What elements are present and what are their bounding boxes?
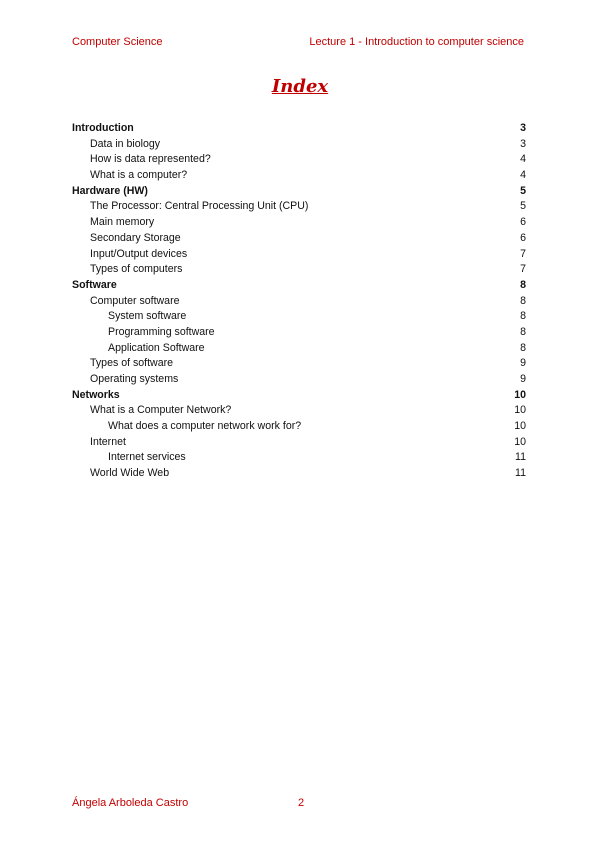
toc-entry-page: 8 bbox=[520, 294, 526, 307]
toc-entry-page: 4 bbox=[520, 153, 526, 166]
toc-entry-label: Input/Output devices bbox=[90, 247, 188, 260]
toc-entry[interactable] bbox=[72, 199, 526, 215]
toc-entry-label: Types of computers bbox=[90, 263, 183, 276]
toc-entry-label: Networks bbox=[72, 388, 120, 401]
toc-entry-label: Types of software bbox=[90, 357, 174, 370]
toc-entry-page: 10 bbox=[514, 435, 526, 448]
toc-entry[interactable] bbox=[72, 356, 526, 372]
toc-entry-label: What is a computer? bbox=[90, 169, 188, 182]
toc-entry[interactable] bbox=[72, 278, 526, 294]
toc-entry-page: 11 bbox=[515, 467, 526, 480]
toc-entry-label: System software bbox=[108, 310, 187, 323]
table-of-contents bbox=[72, 121, 526, 482]
toc-entry[interactable] bbox=[72, 168, 526, 184]
toc-entry-label: Hardware (HW) bbox=[72, 184, 148, 197]
footer-author: Ángela Arboleda Castro bbox=[72, 797, 189, 809]
toc-entry[interactable] bbox=[72, 309, 526, 325]
toc-entry-page: 10 bbox=[514, 420, 526, 433]
page-header bbox=[72, 36, 524, 50]
toc-entry[interactable] bbox=[72, 435, 526, 451]
toc-entry-label: World Wide Web bbox=[90, 467, 170, 480]
toc-entry-label: Introduction bbox=[72, 122, 134, 134]
toc-entry-page: 3 bbox=[520, 122, 526, 134]
toc-entry[interactable] bbox=[72, 466, 526, 482]
toc-entry-page: 7 bbox=[520, 247, 526, 260]
toc-entry-page: 3 bbox=[520, 137, 526, 150]
toc-entry[interactable] bbox=[72, 419, 526, 435]
toc-entry-page: 5 bbox=[520, 184, 526, 197]
toc-entry-page: 6 bbox=[520, 231, 526, 244]
toc-entry[interactable] bbox=[72, 388, 526, 404]
toc-entry-label: What is a Computer Network? bbox=[90, 404, 232, 417]
toc-entry-label: Internet services bbox=[108, 451, 186, 464]
toc-entry-page: 7 bbox=[520, 263, 526, 276]
toc-entry-page: 5 bbox=[520, 200, 526, 213]
toc-entry-page: 11 bbox=[515, 451, 526, 464]
toc-entry[interactable] bbox=[72, 184, 526, 200]
toc-entry-page: 4 bbox=[520, 169, 526, 182]
toc-entry[interactable] bbox=[72, 262, 526, 278]
toc-entry-label: Computer software bbox=[90, 294, 180, 307]
toc-entry[interactable] bbox=[72, 450, 526, 466]
toc-entry-label: What does a computer network work for? bbox=[108, 420, 302, 433]
toc-entry-page: 6 bbox=[520, 216, 526, 229]
page-title: Index bbox=[271, 76, 329, 97]
toc-entry[interactable] bbox=[72, 247, 526, 263]
toc-entry[interactable] bbox=[72, 215, 526, 231]
toc-entry-page: 8 bbox=[520, 325, 526, 338]
toc-entry-page: 9 bbox=[520, 357, 526, 370]
toc-entry[interactable] bbox=[72, 231, 526, 247]
footer-page-number: 2 bbox=[298, 797, 305, 809]
toc-entry-label: Software bbox=[72, 278, 117, 291]
toc-entry-label: The Processor: Central Processing Unit (CPU) bbox=[90, 200, 309, 213]
toc-entry-page: 10 bbox=[514, 388, 526, 401]
toc-entry-label: How is data represented? bbox=[90, 153, 211, 166]
toc-entry[interactable] bbox=[72, 325, 526, 341]
toc-entry[interactable] bbox=[72, 403, 526, 419]
toc-entry-label: Internet bbox=[90, 435, 126, 448]
toc-entry-label: Secondary Storage bbox=[90, 231, 181, 244]
toc-entry-label: Data in biology bbox=[90, 137, 161, 150]
toc-entry[interactable] bbox=[72, 372, 526, 388]
toc-entry-page: 8 bbox=[520, 310, 526, 323]
toc-entry[interactable] bbox=[72, 152, 526, 168]
toc-entry[interactable] bbox=[72, 121, 526, 137]
header-lecture: Lecture 1 - Introduction to computer science bbox=[309, 36, 524, 48]
toc-entry-label: Operating systems bbox=[90, 373, 179, 385]
toc-entry[interactable] bbox=[72, 294, 526, 310]
toc-entry-page: 10 bbox=[514, 404, 526, 417]
toc-entry[interactable] bbox=[72, 341, 526, 357]
toc-entry-label: Main memory bbox=[90, 216, 155, 229]
toc-entry-page: 9 bbox=[520, 373, 526, 385]
page-footer bbox=[72, 797, 372, 811]
toc-entry[interactable] bbox=[72, 137, 526, 153]
toc-entry-label: Application Software bbox=[108, 341, 205, 354]
toc-entry-page: 8 bbox=[520, 341, 526, 354]
toc-entry-label: Programming software bbox=[108, 325, 215, 338]
toc-entry-page: 8 bbox=[520, 278, 526, 291]
header-course: Computer Science bbox=[72, 36, 163, 48]
